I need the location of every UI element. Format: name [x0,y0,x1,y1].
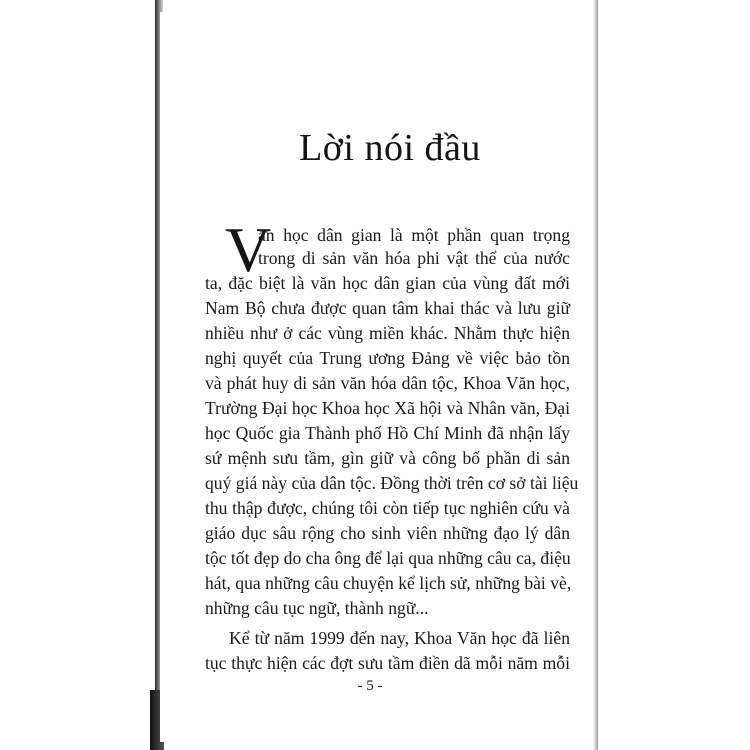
paragraph-1-line: trong di sản văn hóa phi vật thể của nước [258,248,570,268]
paragraph-1-line: học Quốc gia Thành phố Hồ Chí Minh đã nhận lấy [205,423,570,443]
paragraph-1-line: nghị quyết của Trung ương Đảng về việc bảo tồn [205,348,570,368]
paragraph-1-line: ăn học dân gian là một phần quan trọng [258,225,570,245]
drop-cap-letter: V [225,214,272,285]
paragraph-1-line: Trường Đại học Khoa học Xã hội và Nhân văn, Đại [205,398,570,418]
paragraph-1-line: sứ mệnh sưu tầm, gìn giữ và công bố phần di sản [205,448,570,468]
paragraph-1-line: thu thập được, chúng tôi còn tiếp tục nghiên cứu và [205,498,570,518]
chapter-title: Lời nói đầu [299,127,481,169]
paragraph-1-line: ta, đặc biệt là văn học dân gian của vùng đất mới [205,273,570,293]
page-number: - 5 - [357,678,383,694]
paragraph-1-line: giáo dục sâu rộng cho sinh viên những đạo lý dân [205,523,570,543]
paragraph-1-line: hát, qua những câu chuyện kể lịch sử, những bài vè, [205,573,572,593]
paragraph-1-line: Nam Bộ chưa được quan tâm khai thác và lưu giữ [205,298,570,318]
paragraph-1-line: nhiều như ở các vùng miền khác. Nhằm thực hiện [205,323,570,343]
paragraph-1-line: quý giá này của dân tộc. Đồng thời trên cơ sở tài liệu [205,473,579,493]
paragraph-1-line: và phát huy di sản văn hóa dân tộc, Khoa Văn học, [205,373,570,393]
paragraph-1-line: tộc tốt đẹp do cha ông để lại qua những câu ca, điệu [205,548,571,568]
page-edge-shadow [593,0,598,750]
paragraph-2-line: tục thực hiện các đợt sưu tầm điền dã mỗi năm mỗi [205,653,570,673]
paragraph-2-line: Kể từ năm 1999 đến nay, Khoa Văn học đã liên [229,628,570,648]
paragraph-1-line: những câu tục ngữ, thành ngữ... [205,598,429,618]
